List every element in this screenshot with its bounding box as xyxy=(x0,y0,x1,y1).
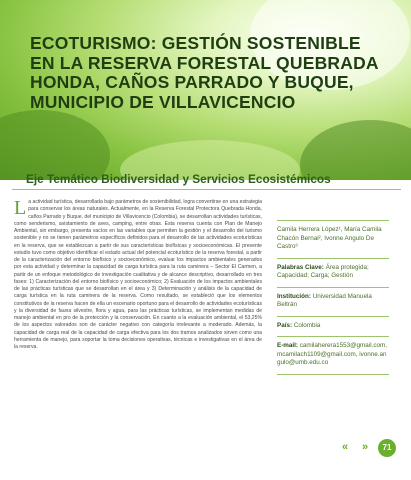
article-subtitle: Eje Temático Biodiversidad y Servicios Ecosistémicos xyxy=(26,172,331,186)
institution-label: Institución: xyxy=(277,292,311,300)
email-value[interactable]: camilaherera1553@gmail.com, mcamilach1109@gmail.com, ivonne.angulo@umb.edu.co xyxy=(277,342,387,366)
keywords-label: Palabras Clave: xyxy=(277,263,324,271)
institution-block xyxy=(277,288,389,317)
light-bokeh xyxy=(0,110,110,180)
dropcap: L xyxy=(14,197,27,219)
authors: Camila Herrera López¹, María Camila Chacón Bernal², Ivonne Angulo De Castro³ xyxy=(277,226,382,250)
email-block xyxy=(277,337,389,375)
next-page-icon[interactable]: » xyxy=(362,441,369,453)
authors-block xyxy=(277,221,389,259)
abstract-text xyxy=(14,199,262,351)
keywords-block xyxy=(277,259,389,288)
country-label: País: xyxy=(277,321,293,329)
light-bokeh xyxy=(300,120,411,180)
article-title: ECOTURISMO: GESTIÓN SOSTENIBLE EN LA RESERVA FORESTAL QUEBRADA HONDA, CAÑOS PARRADO Y BUQUE, MUNICIPIO DE VILLAVICENCIO xyxy=(30,33,379,112)
previous-page-icon[interactable]: « xyxy=(342,441,349,453)
email-label: E-mail: xyxy=(277,342,298,349)
page-number-badge: 71 xyxy=(378,439,396,457)
section-divider xyxy=(12,189,401,190)
page-navigation xyxy=(338,439,398,457)
country-value: Colombia xyxy=(293,321,321,329)
institution-value: Universidad Manuela Beltrán xyxy=(277,292,372,308)
article-info-sidebar xyxy=(277,220,389,375)
abstract-body: a actividad turística, desarrollada bajo parámetros de sostenibilidad, logra convertirse en una estrategia para conservar los áreas naturales. Actualmente, en la Reserva Forestal Protectora Quebrada Honda, caños Parrado y Buque, del municipio de Villavicencio (Colombia), se desarrollan actividades turísticas, como senderismo, avistamiento de aves, camping, entre otras. Esta reserva cuenta con Plan de Manejo Ambiental, sin embargo, presenta vacíos en las variables que permiten la gestión y el desarrollo del turismo sostenible y no se tienen parámetros específicos definidos para el desarrollo de las actividades ecoturísticas en la reserva, que se establezcan a partir de sus características biofísicas y socioeconómicas. El presente estudio tuvo como objetivo identificar el estado actual del potencial ecoturístico de la reserva forestal, a partir de la caracterización del entorno biofísico y socioeconómico, evaluar los impactos ambientales generados por esta actividad y determinar la capacidad de carga turística para la ruta caminera – Sector El Carmen, a partir de un enfoque metodológico de investigación cualitativa y de alcance descriptivo, desarrollado en tres fases: 1) Caracterización del entorno biofísico y socioeconómico; 2) Evaluación de los impactos ambientales de las prácticas turísticas que se desarrollan en el área y 3) Determinación y análisis de la capacidad de carga turística en la ruta caminera de la reserva. Como resultado, se estableció que los elementos constitutivos de la reserva hacen de ella un escenario oportuno para el desarrollo de actividades ecoturísticas y la diversidad de fauna silvestre, flora y agua, para las prácticas turísticas, se implementan medidas de manejo ambiental en pro de la protección y la conservación. En cuanto a la evaluación ambiental, el 53,25% de los aspectos valorados son de carácter negativo con categoría irrelevante a moderado. Además, la capacidad de carga real de la capacidad de carga efectiva para los dos tramos analizados sirven como una herramienta de manejo, para soportar la toma decisiones operativas, técnicas e investigativas en el área de la reserva. xyxy=(14,199,262,350)
keywords-value: Área protegida; Capacidad; Carga; Gestión xyxy=(277,263,369,279)
country-block xyxy=(277,317,389,338)
